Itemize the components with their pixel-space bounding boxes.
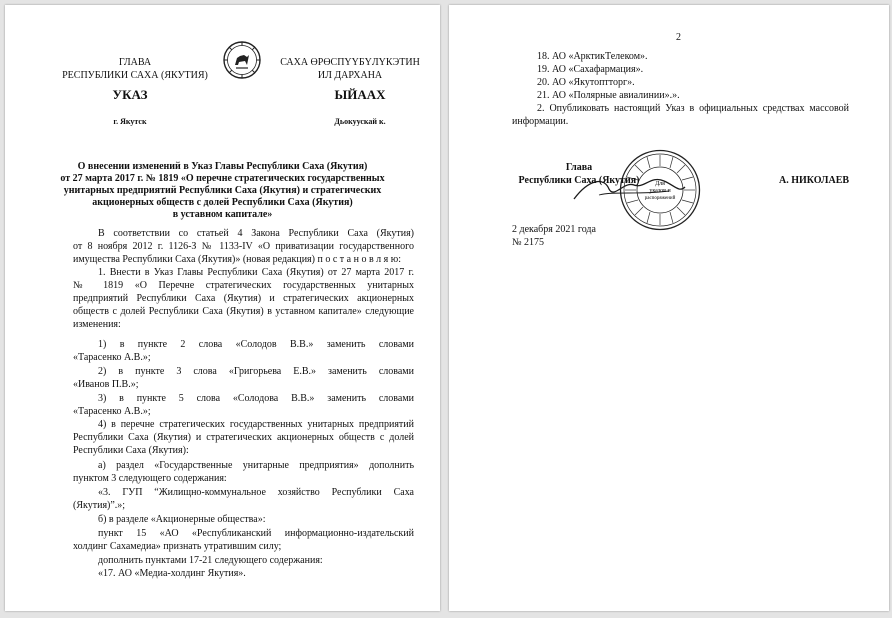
body-line: а) раздел «Государственные унитарные предприятия» дополнить: [98, 460, 414, 471]
body-line: «3. ГУП “Жилищно-коммунальное хозяйство Республики Саха: [98, 487, 414, 498]
body-line: 1. Внести в Указ Главы Республики Саха (Якутия) от 27 марта 2017 г.: [98, 267, 414, 278]
body-line: 2) в пункте 3 слова «Григорьева Е.В.» заменить словами: [98, 366, 414, 377]
body-line: Республики Саха (Якутия) и стратегических акционерных обществ с долей: [73, 432, 414, 443]
body-line: холдинг Сахамедиа» признать утратившим силу;: [73, 541, 282, 552]
list-item: 2. Опубликовать настоящий Указ в официальных средствах массовой: [537, 103, 849, 114]
body-line: «Иванов П.В.»;: [73, 379, 139, 390]
body-line: 3) в пункте 5 слова «Солодова В.В.» заменить словами: [98, 393, 414, 404]
document-page-2: [449, 5, 889, 611]
decree-title-line: в уставном капитале»: [172, 209, 273, 220]
body-line: предприятий Республики Саха (Якутия) и стратегических акционерных: [73, 293, 414, 304]
decree-title-line: акционерных обществ с долей Республики Саха (Якутия): [92, 197, 353, 208]
list-item: 19. АО «Сахафармация».: [537, 64, 644, 75]
signatory-title-line-2: Республики Саха (Якутия): [518, 175, 640, 186]
body-line: дополнить пунктами 17-21 следующего содержания:: [98, 555, 323, 566]
decree-title-line: от 27 марта 2017 г. № 1819 «О перечне стратегических государственных: [60, 173, 385, 184]
body-line: 1) в пункте 2 слова «Солодов В.В.» заменить словами: [98, 339, 414, 350]
list-item: 21. АО «Полярные авиалинии».».: [537, 90, 680, 101]
header-right-line-1: САХА ӨРӨСПҮҮБҮЛҮКЭТИН: [280, 57, 420, 68]
body-line: 4) в перечне стратегических государственных унитарных предприятий: [98, 419, 414, 430]
document-page-1: [5, 5, 440, 611]
decree-number: № 2175: [512, 237, 545, 248]
body-line: «Тарасенко А.В.»;: [73, 406, 151, 417]
city-sakha: Дьокуускай к.: [334, 117, 386, 126]
body-line: «Тарасенко А.В.»;: [73, 352, 151, 363]
body-line: изменения:: [73, 319, 121, 330]
body-line: имущества Республики Саха (Якутия)» (новая редакция) п о с т а н о в л я ю:: [73, 254, 401, 265]
decree-title-line: О внесении изменений в Указ Главы Республики Саха (Якутия): [77, 161, 368, 172]
body-line: «17. АО «Медиа-холдинг Якутия».: [98, 568, 246, 579]
body-line: пунктом 3 следующего содержания:: [73, 473, 227, 484]
signatory-name: А. НИКОЛАЕВ: [779, 175, 850, 186]
decree-title-line: унитарных предприятий Республики Саха (Якутия) и стратегических: [63, 185, 382, 196]
page-number: 2: [676, 32, 681, 43]
body-line: В соответствии со статьей 4 Закона Республики Саха (Якутия): [98, 228, 414, 239]
decree-date: 2 декабря 2021 года: [512, 224, 596, 235]
seal-center-line: распоряжений: [644, 196, 676, 201]
ukaz-title-ru: УКАЗ: [112, 87, 148, 102]
header-left-line-1: ГЛАВА: [118, 57, 152, 68]
signatory-title-line-1: Глава: [565, 162, 593, 173]
list-item: 18. АО «АрктикТелеком».: [537, 51, 648, 62]
list-item: 20. АО «Якутоптторг».: [537, 77, 635, 88]
body-line: б) в разделе «Акционерные общества»:: [98, 514, 266, 525]
header-right-line-2: ИЛ ДАРХАНА: [317, 70, 383, 81]
body-line: № 1819 «О Перечне стратегических государственных унитарных: [73, 280, 414, 291]
seal-center-line: Для: [655, 181, 665, 187]
body-line: (Якутия)”.»;: [73, 500, 126, 511]
body-line: от 8 ноября 2012 г. 1126-З № 1133-IV «О приватизации государственного: [73, 241, 414, 252]
ukaz-title-sakha: ЫЙААХ: [334, 87, 386, 102]
body-line: пункт 15 «АО «Республиканский информационно-издательский: [98, 528, 414, 539]
seal-center-line: указов и: [649, 188, 671, 194]
list-item: информации.: [512, 116, 569, 127]
city-ru: г. Якутск: [113, 117, 147, 126]
body-line: Республики Саха (Якутия):: [73, 445, 189, 456]
header-left-line-2: РЕСПУБЛИКИ САХА (ЯКУТИЯ): [62, 70, 208, 81]
body-line: обществ с долей Республики Саха (Якутия) в уставном капитале» следующие: [73, 306, 414, 317]
coat-of-arms-emblem-icon: [223, 41, 261, 79]
